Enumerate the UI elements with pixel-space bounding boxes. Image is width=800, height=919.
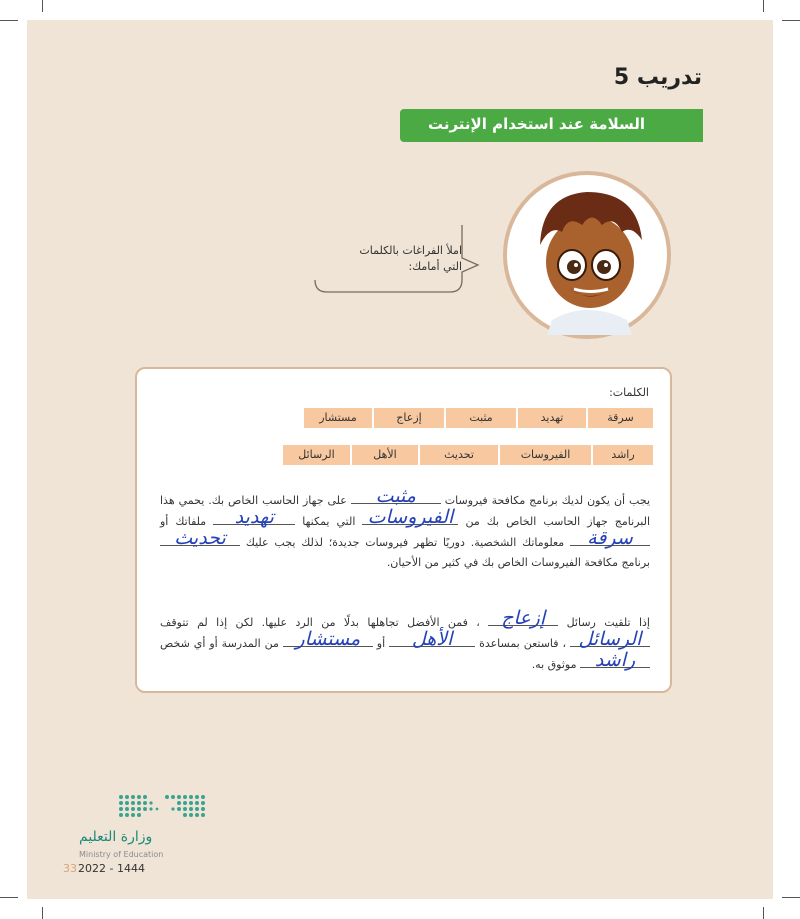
- handwritten-answer: راشد: [594, 649, 636, 671]
- handwritten-answer: الرسائل: [578, 628, 642, 650]
- word-chip: إزعاج: [374, 408, 444, 428]
- word-chip: الأهل: [352, 445, 418, 465]
- handwritten-answer: مستشار: [295, 628, 361, 650]
- page-title: تدريب 5: [613, 65, 702, 90]
- handwritten-answer: سرقة: [587, 527, 633, 549]
- answer-blank: [580, 649, 650, 671]
- handwritten-answer: مثبت: [375, 485, 416, 507]
- text-segment: أو: [376, 637, 386, 650]
- text-segment: معلوماتك الشخصية. دوريًا تظهر فيروسات جديدة؛ لذلك يجب عليك: [245, 536, 565, 549]
- text-segment: إذا تلقيت رسائل: [566, 616, 650, 629]
- handwritten-answer: الفيروسات: [367, 506, 454, 528]
- crop-mark: [0, 20, 18, 21]
- answer-blank: [283, 628, 373, 650]
- ministry-name-arabic: وزارة التعليم: [79, 829, 153, 845]
- word-chip: مثبت: [446, 408, 516, 428]
- text-segment: من المدرسة أو أي شخص: [160, 637, 279, 650]
- paragraph-2: [160, 607, 650, 675]
- word-chip: تحديث: [420, 445, 498, 465]
- answer-blank: [362, 506, 458, 528]
- text-segment: موثوق به.: [531, 658, 577, 671]
- crop-mark: [782, 897, 800, 898]
- handwritten-answer: إزعاج: [501, 607, 546, 629]
- words-label: الكلمات:: [609, 386, 649, 399]
- crop-mark: [782, 20, 800, 21]
- instruction-text: [320, 243, 462, 275]
- paragraph-1: [160, 485, 651, 573]
- instruction-line-1: املأ الفراغات بالكلمات: [359, 244, 462, 257]
- answer-blank: [160, 527, 240, 549]
- answer-blank: [570, 527, 650, 549]
- word-chip: الرسائل: [283, 445, 350, 465]
- answer-blank: [351, 485, 441, 507]
- crop-mark: [0, 897, 18, 898]
- crop-mark: [763, 0, 764, 12]
- ministry-logo-icon: [117, 793, 207, 823]
- word-chip: تهديد: [518, 408, 586, 428]
- word-chip: مستشار: [304, 408, 372, 428]
- text-segment: ، فاستعن بمساعدة: [479, 637, 567, 650]
- ministry-name-english: Ministry of Education: [79, 850, 164, 859]
- section-title: السلامة عند استخدام الإنترنت: [427, 115, 645, 133]
- answer-blank: [488, 607, 558, 629]
- handwritten-answer: تهديد: [234, 506, 274, 528]
- boy-avatar: [502, 170, 672, 340]
- crop-mark: [763, 907, 764, 919]
- crop-mark: [42, 907, 43, 919]
- text-segment: برنامج مكافحة الفيروسات الخاص بك في كثير من الأحيان.: [386, 556, 650, 569]
- text-segment: على جهاز الحاسب الخاص بك. يحمي هذا البرنامج جهاز الحاسب الخاص بك من: [160, 494, 650, 528]
- handwritten-answer: تحديث: [174, 527, 226, 549]
- word-chip: راشد: [593, 445, 653, 465]
- answer-blank: [570, 628, 650, 650]
- crop-mark: [42, 0, 43, 12]
- text-segment: يجب أن يكون لديك برنامج مكافحة فيروسات: [444, 494, 651, 507]
- edition-year: 2022 - 1444: [78, 862, 145, 875]
- word-chip: سرقة: [588, 408, 653, 428]
- text-segment: التي يمكنها: [302, 515, 356, 528]
- answer-blank: [213, 506, 295, 528]
- text-segment: ملفاتك أو: [160, 515, 207, 528]
- word-chip: الفيروسات: [500, 445, 591, 465]
- handwritten-answer: الأهل: [411, 628, 453, 650]
- instruction-line-2: التي أمامك:: [408, 260, 462, 273]
- answer-blank: [389, 628, 475, 650]
- section-banner: [400, 109, 703, 142]
- text-segment: ، فمن الأفضل تجاهلها بدلًا من الرد عليها. لكن إذا لم تتوقف: [160, 616, 480, 629]
- page-number: 33: [63, 862, 77, 875]
